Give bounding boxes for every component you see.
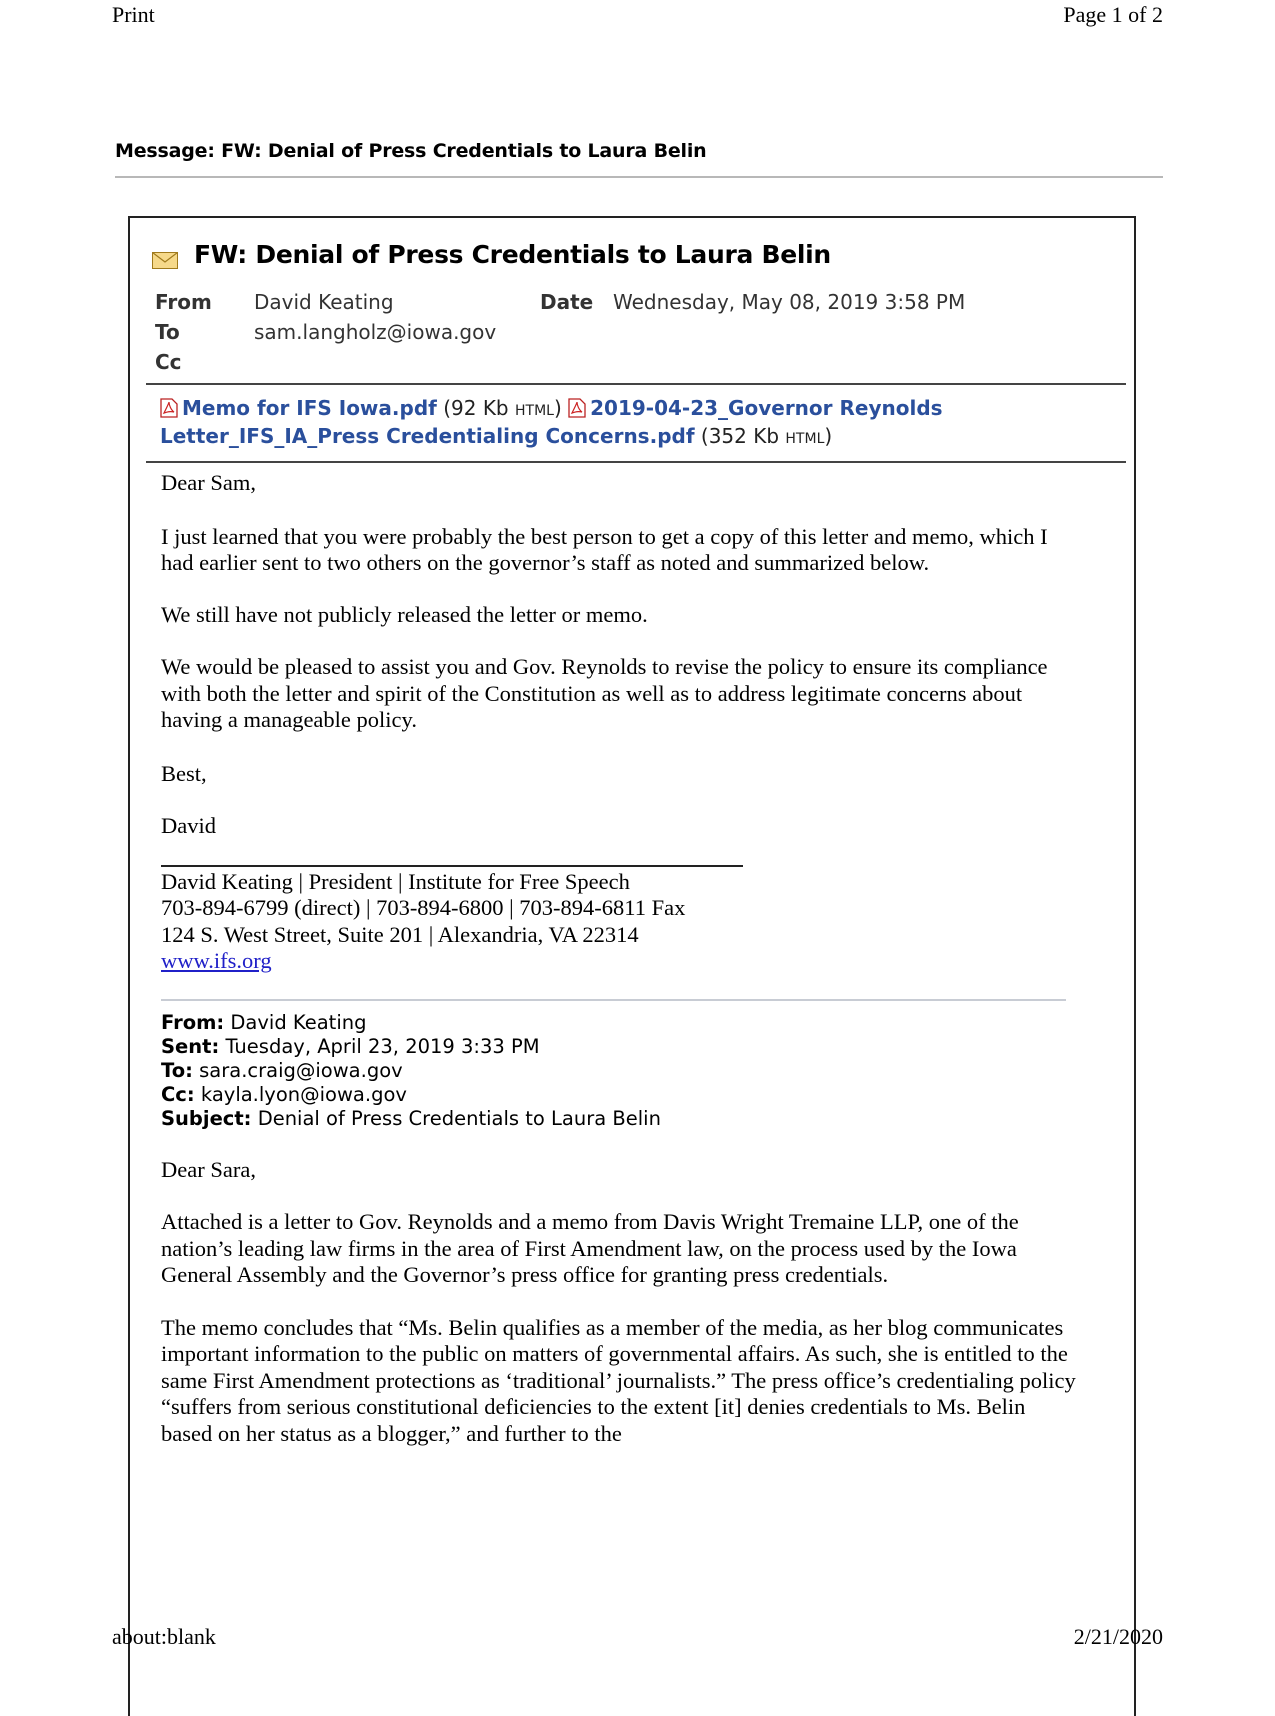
fwd-subject-value: Denial of Press Credentials to Laura Belin [257,1106,661,1130]
envelope-icon [152,246,178,263]
to-label: To [155,320,180,344]
signature-line: David Keating | President | Institute for Free Speech [161,868,630,894]
attachment-size: (92 Kb [443,396,509,420]
print-footer [112,1624,1163,1650]
attachment-html-link[interactable]: HTML [785,431,825,447]
fwd-cc-value: kayla.lyon@iowa.gov [200,1082,407,1106]
closing: Best, [161,760,207,786]
fwd-subject-label: Subject: [161,1106,252,1130]
message-title: Message: FW: Denial of Press Credentials to Laura Belin [115,140,707,162]
email-subject: FW: Denial of Press Credentials to Laura Belin [194,240,831,269]
fwd-cc-label: Cc: [161,1082,195,1106]
attachment-close: ) [824,424,833,448]
pdf-icon [568,398,586,418]
message-body [161,470,1081,1447]
attachment-html-link[interactable]: HTML [514,403,554,419]
to-value[interactable]: sam.langholz@iowa.gov [254,320,497,344]
cc-label: Cc [155,350,182,374]
header-divider [146,383,1126,385]
title-divider [115,176,1163,178]
attachments-divider [146,461,1126,463]
fwd-from-value: David Keating [230,1010,367,1034]
attachment-size: (352 Kb [700,424,780,448]
fwd-to-label: To: [161,1058,193,1082]
body-paragraph: We still have not publicly released the letter or memo. [161,601,648,627]
from-label: From [155,290,212,314]
sender-name: David [161,813,216,838]
fwd-paragraph: Attached is a letter to Gov. Reynolds and a memo from Davis Wright Tremaine LLP, one of the nation’s leading law firms in the area of First Amendment law, on the process used by the Iowa General Assembly and the Governor’s press office for granting press credentials. [161,1209,1019,1287]
quoted-divider [161,999,1066,1001]
fwd-to-value: sara.craig@iowa.gov [199,1058,403,1082]
greeting: Dear Sam, [161,470,256,495]
attachment-close: ) [553,396,562,420]
signature-line: 124 S. West Street, Suite 201 | Alexandria, VA 22314 [161,921,639,947]
date-value: Wednesday, May 08, 2019 3:58 PM [613,290,966,314]
fwd-sent-label: Sent: [161,1034,220,1058]
fwd-sent-value: Tuesday, April 23, 2019 3:33 PM [225,1034,540,1058]
print-header-left: Print [112,2,155,27]
attachment-link-memo[interactable]: Memo for IFS Iowa.pdf [182,396,437,420]
forwarded-header [161,1011,1081,1131]
date-label: Date [540,290,594,314]
page-number: Page 1 of 2 [1063,2,1163,27]
signature-line: 703-894-6799 (direct) | 703-894-6800 | 703-894-6811 Fax [161,895,686,920]
footer-url: about:blank [112,1624,216,1649]
fwd-greeting: Dear Sara, [161,1156,256,1182]
pdf-icon [160,398,178,418]
subject-line [152,240,831,269]
attachment-link-letter[interactable]: 2019-04-23_Governor Reynolds Letter_IFS_IA_Press Credentialing Concerns.pdf [160,396,943,448]
body-paragraph: We would be pleased to assist you and Gov. Reynolds to revise the policy to ensure its compliance with both the letter and spirit of the Constitution as well as to address legitimate concerns about having a manageable policy. [161,654,1048,732]
signature-divider [161,865,743,867]
attachments [160,396,1120,452]
print-header [112,2,1163,28]
footer-date: 2/21/2020 [1073,1624,1163,1649]
fwd-from-label: From: [161,1010,225,1034]
website-link[interactable]: www.ifs.org [161,948,272,973]
message-frame [128,216,1136,1716]
fwd-paragraph: The memo concludes that “Ms. Belin qualifies as a member of the media, as her blog communicates important information to the public on matters of governmental affairs. As such, she is entitled to the same First Amendment protections as ‘traditional’ journalists.” The press office’s credentialing policy “suffers from serious constitutional deficiencies to the extent [it] denies credentials to Ms. Belin based on her status as a blogger,” and further to the [161,1314,1076,1446]
from-value[interactable]: David Keating [254,290,394,314]
body-paragraph: I just learned that you were probably the best person to get a copy of this letter and memo, which I had earlier sent to two others on the governor’s staff as noted and summarized below. [161,523,1048,575]
